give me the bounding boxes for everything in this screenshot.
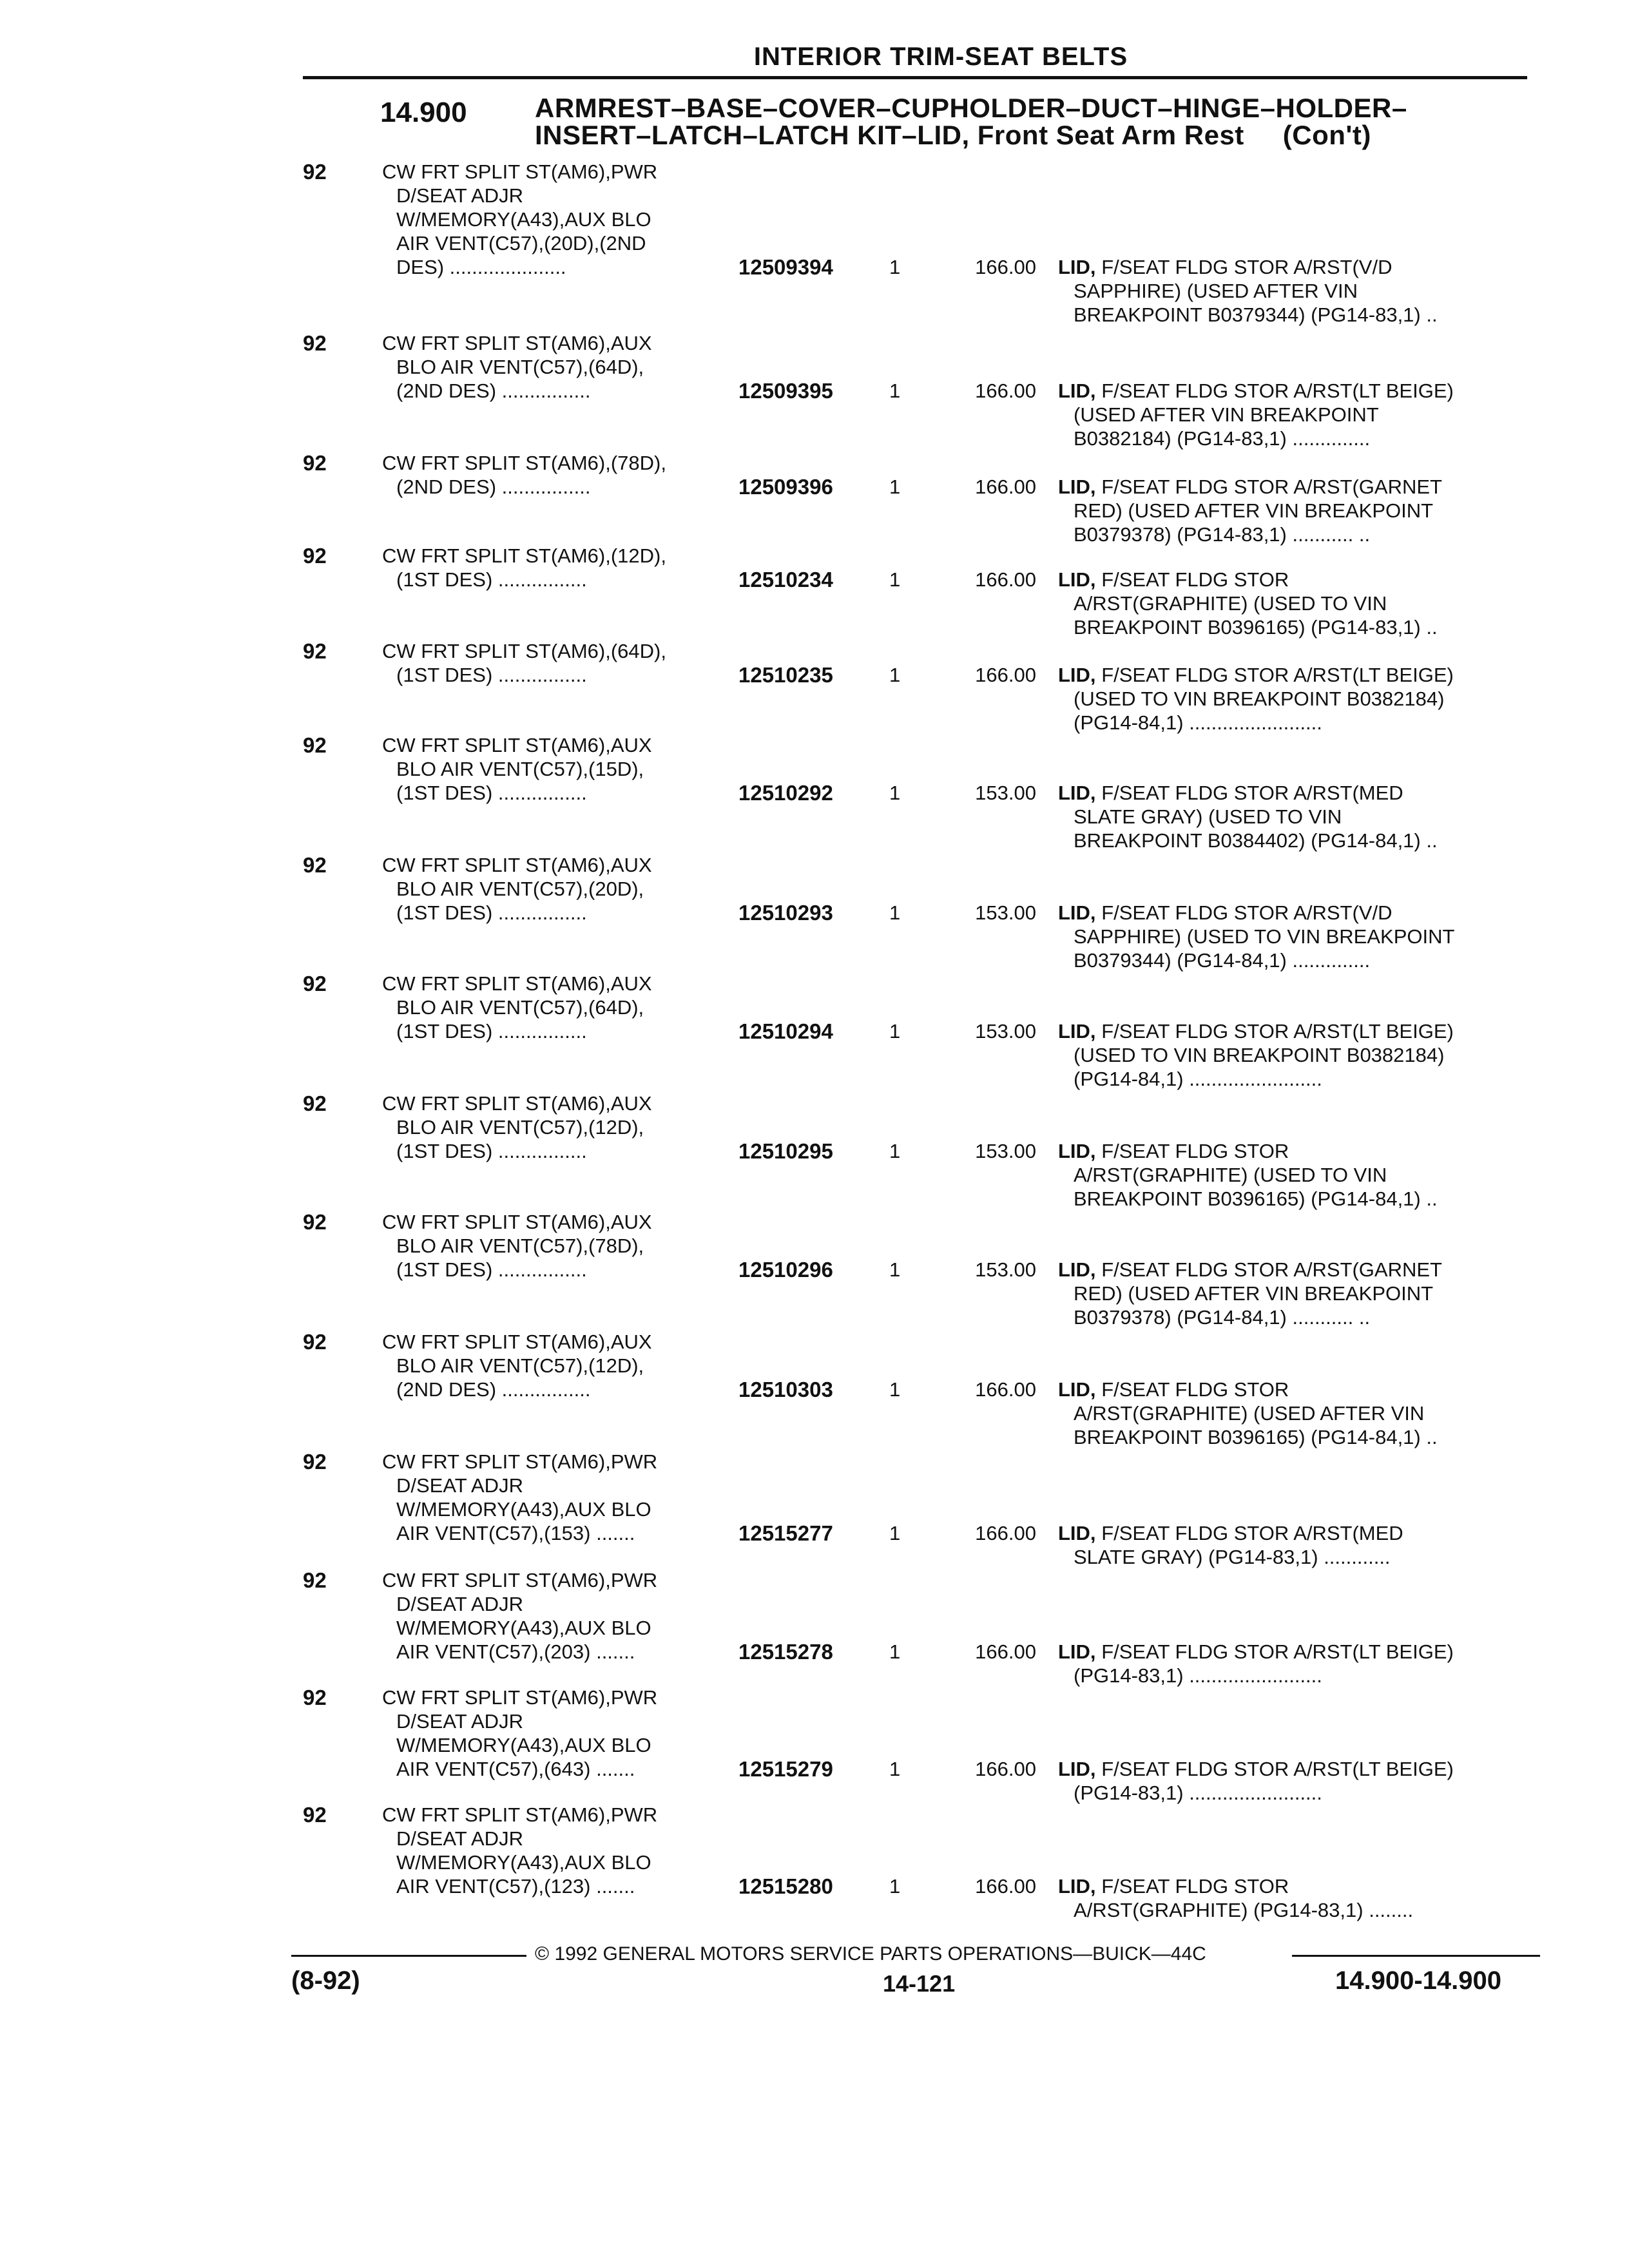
description-line: CW FRT SPLIT ST(AM6),(78D), — [382, 452, 666, 474]
part-name-line: SAPPHIRE) (USED TO VIN BREAKPOINT — [1074, 925, 1455, 948]
description-line: (2ND DES) ................ — [396, 380, 591, 402]
part-name-text: F/SEAT FLDG STOR A/RST(LT BEIGE) — [1101, 380, 1454, 402]
description-line: D/SEAT ADJR — [396, 184, 523, 207]
part-type-label: LID, — [1058, 1875, 1096, 1898]
part-name-line: RED) (USED AFTER VIN BREAKPOINT — [1074, 1282, 1434, 1305]
quantity: 1 — [889, 1258, 901, 1281]
part-name — [1058, 1378, 1535, 1449]
price: 153.00 — [975, 782, 1036, 804]
part-name-line — [1058, 781, 1535, 805]
description-line: AIR VENT(C57),(643) ....... — [396, 1758, 635, 1780]
quantity: 1 — [889, 1020, 901, 1043]
price: 166.00 — [975, 1522, 1036, 1544]
part-name-line — [1058, 1019, 1535, 1043]
description-line: W/MEMORY(A43),AUX BLO — [396, 208, 651, 231]
description-line: CW FRT SPLIT ST(AM6),PWR — [382, 160, 658, 183]
part-type-label: LID, — [1058, 1020, 1096, 1043]
usage-description — [382, 160, 743, 279]
quantity: 1 — [889, 664, 901, 686]
part-name-line: BREAKPOINT B0384402) (PG14-84,1) .. — [1074, 829, 1438, 852]
section-number: 14.900 — [380, 97, 467, 128]
part-number: 12510303 — [738, 1378, 833, 1401]
footer-date: (8-92) — [291, 1966, 360, 1995]
description-line: (1ST DES) ................ — [396, 782, 587, 804]
part-name-line — [1058, 255, 1535, 279]
page-title: INTERIOR TRIM-SEAT BELTS — [753, 43, 1128, 71]
part-number: 12515279 — [738, 1757, 833, 1781]
description-line: (1ST DES) ................ — [396, 568, 587, 591]
part-name-line — [1058, 568, 1535, 591]
part-name-text: F/SEAT FLDG STOR A/RST(V/D — [1101, 256, 1393, 278]
usage-description — [382, 1568, 743, 1664]
quantity: 1 — [889, 901, 901, 924]
price: 153.00 — [975, 1140, 1036, 1162]
part-name-line: BREAKPOINT B0396165) (PG14-84,1) .. — [1074, 1187, 1438, 1210]
part-name-line: (PG14-84,1) ........................ — [1074, 711, 1322, 734]
description-line: CW FRT SPLIT ST(AM6),(64D), — [382, 640, 666, 662]
description-line: CW FRT SPLIT ST(AM6),AUX — [382, 854, 652, 876]
part-name-text: F/SEAT FLDG STOR A/RST(LT BEIGE) — [1101, 1758, 1454, 1780]
quantity: 1 — [889, 568, 901, 591]
description-line: (1ST DES) ................ — [396, 664, 587, 686]
part-name-line: A/RST(GRAPHITE) (USED TO VIN — [1074, 592, 1387, 615]
part-name-line: BREAKPOINT B0396165) (PG14-83,1) .. — [1074, 616, 1438, 639]
quantity: 1 — [889, 476, 901, 498]
part-name-text: F/SEAT FLDG STOR — [1101, 568, 1289, 591]
part-name-line — [1058, 1378, 1535, 1401]
description-line: CW FRT SPLIT ST(AM6),(12D), — [382, 544, 666, 567]
figure-number: 92 — [303, 733, 327, 757]
description-line: W/MEMORY(A43),AUX BLO — [396, 1734, 651, 1756]
part-name-text: F/SEAT FLDG STOR A/RST(MED — [1101, 1522, 1403, 1544]
figure-number: 92 — [303, 972, 327, 995]
figure-number: 92 — [303, 1450, 327, 1474]
figure-number: 92 — [303, 639, 327, 663]
part-name — [1058, 1874, 1535, 1922]
part-name-line — [1058, 1874, 1535, 1898]
part-name — [1058, 781, 1535, 852]
part-name-line — [1058, 1640, 1535, 1664]
usage-description — [382, 733, 743, 805]
part-type-label: LID, — [1058, 1758, 1096, 1780]
part-name-text: F/SEAT FLDG STOR A/RST(LT BEIGE) — [1101, 1640, 1454, 1663]
part-name-line: (USED TO VIN BREAKPOINT B0382184) — [1074, 1044, 1445, 1066]
price: 166.00 — [975, 664, 1036, 686]
section-title-line2 — [535, 122, 1407, 149]
description-line: D/SEAT ADJR — [396, 1474, 523, 1497]
part-name — [1058, 901, 1535, 972]
price: 166.00 — [975, 1378, 1036, 1401]
title-rule — [303, 76, 1527, 79]
part-name-line: SLATE GRAY) (PG14-83,1) ............ — [1074, 1546, 1391, 1568]
footer-rule-right — [1292, 1955, 1540, 1957]
usage-description — [382, 1803, 743, 1898]
usage-description — [382, 1450, 743, 1545]
part-name-text: F/SEAT FLDG STOR A/RST(V/D — [1101, 901, 1393, 924]
part-type-label: LID, — [1058, 1522, 1096, 1544]
part-name — [1058, 1757, 1535, 1805]
part-name-line: B0379344) (PG14-84,1) .............. — [1074, 949, 1371, 972]
part-name-text: F/SEAT FLDG STOR A/RST(GARNET — [1101, 476, 1442, 498]
usage-description — [382, 853, 743, 925]
usage-description — [382, 972, 743, 1043]
description-line: BLO AIR VENT(C57),(78D), — [396, 1235, 644, 1257]
description-line: CW FRT SPLIT ST(AM6),PWR — [382, 1686, 658, 1709]
usage-description — [382, 331, 743, 403]
description-line: BLO AIR VENT(C57),(64D), — [396, 356, 644, 378]
part-name-text: F/SEAT FLDG STOR A/RST(LT BEIGE) — [1101, 664, 1454, 686]
description-line: AIR VENT(C57),(20D),(2ND — [396, 232, 646, 255]
figure-number: 92 — [303, 1803, 327, 1827]
part-name-line — [1058, 379, 1535, 403]
part-name — [1058, 568, 1535, 639]
part-name-line — [1058, 663, 1535, 687]
part-name — [1058, 379, 1535, 450]
part-name-text: F/SEAT FLDG STOR A/RST(MED — [1101, 782, 1403, 804]
part-name-line: SLATE GRAY) (USED TO VIN — [1074, 805, 1342, 828]
usage-description — [382, 639, 743, 687]
part-name-line: (PG14-84,1) ........................ — [1074, 1068, 1322, 1090]
description-line: CW FRT SPLIT ST(AM6),AUX — [382, 734, 652, 756]
part-number: 12510294 — [738, 1019, 833, 1043]
description-line: D/SEAT ADJR — [396, 1710, 523, 1733]
figure-number: 92 — [303, 451, 327, 475]
figure-number: 92 — [303, 331, 327, 355]
part-name-line: (USED AFTER VIN BREAKPOINT — [1074, 403, 1379, 426]
description-line: (1ST DES) ................ — [396, 1140, 587, 1162]
description-line: D/SEAT ADJR — [396, 1593, 523, 1615]
description-line: (1ST DES) ................ — [396, 1258, 587, 1281]
footer-page-number: 14-121 — [883, 1970, 956, 1997]
part-type-label: LID, — [1058, 1640, 1096, 1663]
quantity: 1 — [889, 256, 901, 278]
part-number: 12515280 — [738, 1874, 833, 1898]
price: 153.00 — [975, 901, 1036, 924]
part-name — [1058, 1258, 1535, 1329]
part-name — [1058, 475, 1535, 546]
description-line: CW FRT SPLIT ST(AM6),AUX — [382, 972, 652, 995]
description-line: BLO AIR VENT(C57),(64D), — [396, 996, 644, 1019]
description-line: CW FRT SPLIT ST(AM6),PWR — [382, 1450, 658, 1473]
description-line: AIR VENT(C57),(203) ....... — [396, 1640, 635, 1663]
part-name-line: SAPPHIRE) (USED AFTER VIN — [1074, 280, 1358, 302]
description-line: CW FRT SPLIT ST(AM6),AUX — [382, 1211, 652, 1233]
part-name-line — [1058, 1757, 1535, 1781]
part-name — [1058, 1139, 1535, 1211]
description-line: W/MEMORY(A43),AUX BLO — [396, 1498, 651, 1521]
part-number: 12510234 — [738, 568, 833, 591]
usage-description — [382, 1210, 743, 1282]
part-name-text: F/SEAT FLDG STOR — [1101, 1378, 1289, 1401]
usage-description — [382, 1330, 743, 1401]
price: 166.00 — [975, 380, 1036, 402]
description-line: CW FRT SPLIT ST(AM6),PWR — [382, 1569, 658, 1591]
section-title — [535, 95, 1407, 149]
quantity: 1 — [889, 1758, 901, 1780]
part-name-line: B0379378) (PG14-84,1) ........... .. — [1074, 1306, 1371, 1329]
part-number: 12515278 — [738, 1640, 833, 1664]
price: 153.00 — [975, 1258, 1036, 1281]
quantity: 1 — [889, 1875, 901, 1898]
description-line: BLO AIR VENT(C57),(12D), — [396, 1116, 644, 1139]
price: 166.00 — [975, 256, 1036, 278]
part-number: 12509394 — [738, 255, 833, 279]
part-name-line: (PG14-83,1) ........................ — [1074, 1782, 1322, 1804]
part-name-text: F/SEAT FLDG STOR A/RST(GARNET — [1101, 1258, 1442, 1281]
description-line: (2ND DES) ................ — [396, 476, 591, 498]
description-line: W/MEMORY(A43),AUX BLO — [396, 1851, 651, 1874]
quantity: 1 — [889, 1640, 901, 1663]
part-name — [1058, 1640, 1535, 1687]
description-line: CW FRT SPLIT ST(AM6),AUX — [382, 1092, 652, 1115]
quantity: 1 — [889, 380, 901, 402]
price: 166.00 — [975, 1640, 1036, 1663]
price: 166.00 — [975, 476, 1036, 498]
part-type-label: LID, — [1058, 380, 1096, 402]
description-line: CW FRT SPLIT ST(AM6),PWR — [382, 1803, 658, 1826]
part-type-label: LID, — [1058, 476, 1096, 498]
part-number: 12509395 — [738, 379, 833, 403]
part-name-line: (PG14-83,1) ........................ — [1074, 1664, 1322, 1687]
figure-number: 92 — [303, 1210, 327, 1234]
part-name-line: A/RST(GRAPHITE) (USED TO VIN — [1074, 1164, 1387, 1186]
quantity: 1 — [889, 782, 901, 804]
part-name-line: A/RST(GRAPHITE) (PG14-83,1) ........ — [1074, 1899, 1414, 1921]
description-line: DES) ..................... — [396, 256, 566, 278]
price: 166.00 — [975, 1758, 1036, 1780]
figure-number: 92 — [303, 544, 327, 568]
price: 166.00 — [975, 1875, 1036, 1898]
figure-number: 92 — [303, 1568, 327, 1592]
description-line: (2ND DES) ................ — [396, 1378, 591, 1401]
part-number: 12509396 — [738, 475, 833, 499]
footer-copyright: © 1992 GENERAL MOTORS SERVICE PARTS OPERATIONS—BUICK—44C — [535, 1943, 1206, 1965]
part-type-label: LID, — [1058, 1140, 1096, 1162]
part-name — [1058, 1521, 1535, 1569]
part-type-label: LID, — [1058, 901, 1096, 924]
part-name-line: B0382184) (PG14-83,1) .............. — [1074, 427, 1371, 450]
footer-rule-left — [291, 1955, 526, 1957]
part-name-text: F/SEAT FLDG STOR — [1101, 1875, 1289, 1898]
part-name — [1058, 1019, 1535, 1091]
figure-number: 92 — [303, 1686, 327, 1709]
description-line: (1ST DES) ................ — [396, 901, 587, 924]
section-continued: (Con't) — [1282, 120, 1371, 150]
quantity: 1 — [889, 1522, 901, 1544]
quantity: 1 — [889, 1378, 901, 1401]
description-line: (1ST DES) ................ — [396, 1020, 587, 1043]
description-line: D/SEAT ADJR — [396, 1827, 523, 1850]
part-number: 12510293 — [738, 901, 833, 925]
footer-section-range: 14.900-14.900 — [1335, 1966, 1502, 1995]
usage-description — [382, 544, 743, 591]
part-name-line: (USED TO VIN BREAKPOINT B0382184) — [1074, 687, 1445, 710]
part-type-label: LID, — [1058, 782, 1096, 804]
figure-number: 92 — [303, 160, 327, 184]
part-name-line: BREAKPOINT B0379344) (PG14-83,1) .. — [1074, 303, 1438, 326]
part-name-line: B0379378) (PG14-83,1) ........... .. — [1074, 523, 1371, 546]
part-name — [1058, 663, 1535, 735]
part-name-line — [1058, 1521, 1535, 1545]
part-name — [1058, 255, 1535, 327]
part-name-line — [1058, 475, 1535, 499]
part-name-line: RED) (USED AFTER VIN BREAKPOINT — [1074, 499, 1434, 522]
part-type-label: LID, — [1058, 664, 1096, 686]
description-line: AIR VENT(C57),(123) ....... — [396, 1875, 635, 1898]
part-number: 12510296 — [738, 1258, 833, 1282]
figure-number: 92 — [303, 1330, 327, 1354]
part-type-label: LID, — [1058, 1378, 1096, 1401]
description-line: BLO AIR VENT(C57),(20D), — [396, 878, 644, 900]
description-line: CW FRT SPLIT ST(AM6),AUX — [382, 1331, 652, 1353]
part-type-label: LID, — [1058, 256, 1096, 278]
usage-description — [382, 1686, 743, 1781]
part-name-line: BREAKPOINT B0396165) (PG14-84,1) .. — [1074, 1426, 1438, 1448]
part-type-label: LID, — [1058, 568, 1096, 591]
price: 166.00 — [975, 568, 1036, 591]
figure-number: 92 — [303, 853, 327, 877]
usage-description — [382, 1091, 743, 1163]
part-name-text: F/SEAT FLDG STOR — [1101, 1140, 1289, 1162]
section-title-line2-text: INSERT–LATCH–LATCH KIT–LID, Front Seat Arm Rest — [535, 120, 1244, 150]
part-name-line: A/RST(GRAPHITE) (USED AFTER VIN — [1074, 1402, 1425, 1425]
description-line: BLO AIR VENT(C57),(12D), — [396, 1354, 644, 1377]
description-line: W/MEMORY(A43),AUX BLO — [396, 1617, 651, 1639]
price: 153.00 — [975, 1020, 1036, 1043]
figure-number: 92 — [303, 1091, 327, 1115]
part-number: 12510235 — [738, 663, 833, 687]
part-name-text: F/SEAT FLDG STOR A/RST(LT BEIGE) — [1101, 1020, 1454, 1043]
description-line: CW FRT SPLIT ST(AM6),AUX — [382, 332, 652, 354]
part-name-line — [1058, 901, 1535, 925]
part-type-label: LID, — [1058, 1258, 1096, 1281]
quantity: 1 — [889, 1140, 901, 1162]
part-number: 12515277 — [738, 1521, 833, 1545]
description-line: BLO AIR VENT(C57),(15D), — [396, 758, 644, 780]
description-line: AIR VENT(C57),(153) ....... — [396, 1522, 635, 1544]
part-name-line — [1058, 1258, 1535, 1282]
section-title-line1: ARMREST–BASE–COVER–CUPHOLDER–DUCT–HINGE–HOLDER– — [535, 93, 1407, 123]
part-number: 12510295 — [738, 1139, 833, 1163]
part-number: 12510292 — [738, 781, 833, 805]
usage-description — [382, 451, 743, 499]
part-name-line — [1058, 1139, 1535, 1163]
